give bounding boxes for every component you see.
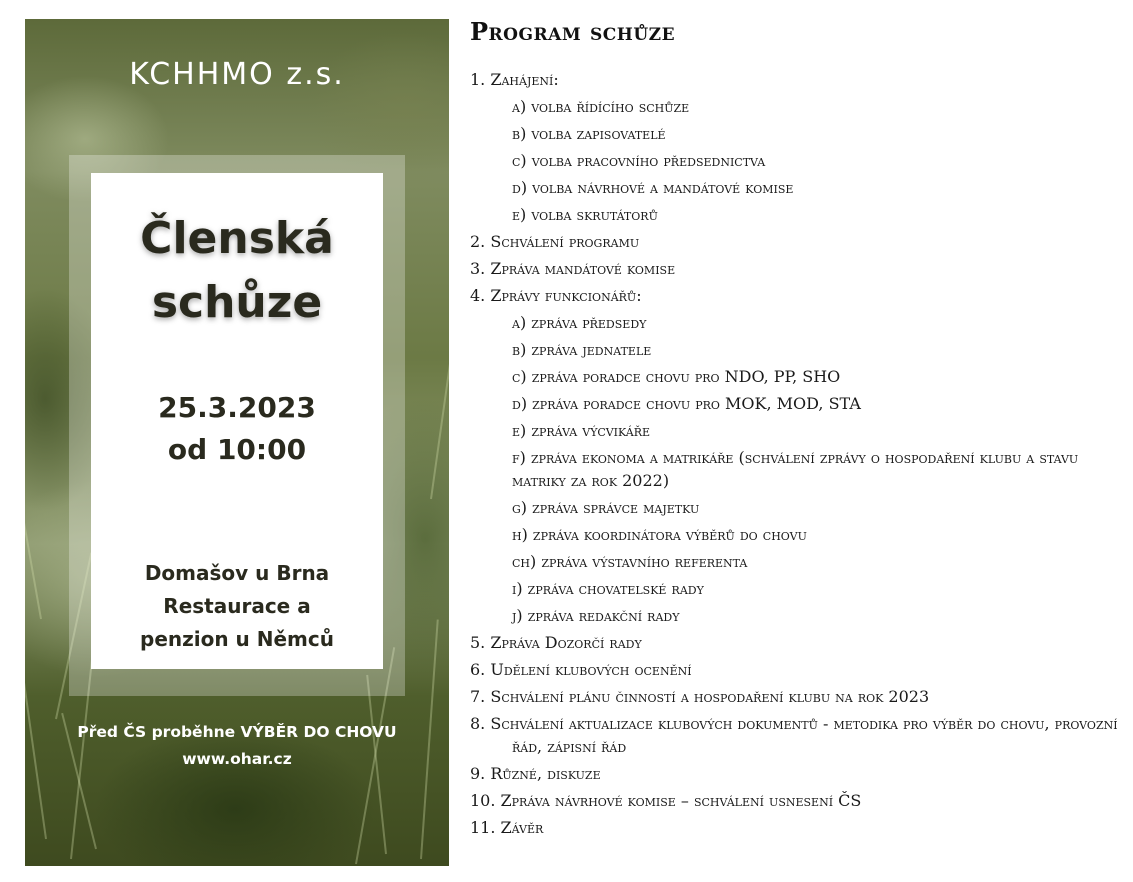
agenda-subitem: j) zpráva redakční rady (512, 606, 680, 625)
poster-time: od 10:00 (167, 433, 307, 466)
agenda-item: 9. Různé, diskuze (470, 764, 601, 783)
poster-place-line2: Restaurace a (163, 594, 311, 618)
poster-note-line1: Před ČS proběhne VÝBĚR DO CHOVU (77, 723, 397, 741)
agenda-item: 5. Zpráva Dozorčí rady (470, 633, 642, 652)
poster-title-line1: Členská (140, 213, 334, 264)
agenda-subitem: d) volba návrhové a mandátové komise (512, 178, 794, 197)
poster-note (25, 719, 449, 773)
agenda-item: 3. Zpráva mandátové komise (470, 259, 676, 278)
poster-place-line1: Domašov u Brna (144, 561, 330, 585)
agenda-list (470, 68, 1120, 839)
poster-website: www.ohar.cz (182, 750, 292, 768)
agenda-subitem: e) volba skrutátorů (512, 205, 658, 224)
poster-title-line2: schůze (151, 277, 323, 328)
poster-image (25, 19, 449, 866)
poster-org-name: KCHHMO z.s. (129, 57, 345, 92)
agenda-subitem: f) zpráva ekonoma a matrikáře (schválení zprávy o hospodaření klubu a stavu matriky za rok 2022) (512, 448, 1079, 490)
agenda-subitem: e) zpráva výcvikáře (512, 421, 651, 440)
agenda-subitem: g) zpráva správce majetku (512, 498, 700, 517)
poster-place-line3: penzion u Němců (140, 627, 334, 651)
agenda-subitem: c) volba pracovního předsednictva (512, 151, 766, 170)
agenda-item: 8. Schválení aktualizace klubových dokumentů - metodika pro výběr do chovu, provozní řád, zápisní řád (470, 714, 1118, 756)
agenda-subitem: c) zpráva poradce chovu pro NDO, PP, SHO (512, 367, 841, 386)
agenda-subitem: i) zpráva chovatelské rady (512, 579, 704, 598)
poster-title (91, 207, 383, 335)
agenda-subitem: b) zpráva jednatele (512, 340, 652, 359)
grass-blade (430, 350, 449, 499)
agenda-subitem: b) volba zapisovatelé (512, 124, 666, 143)
agenda-subitem: h) zpráva koordinátora výběrů do chovu (512, 525, 807, 544)
agenda-item: 7. Schválení plánu činností a hospodaření klubu na rok 2023 (470, 687, 930, 706)
agenda-item: 11. Závěr (470, 818, 544, 837)
agenda-item: 4. Zprávy funkcionářů: (470, 286, 642, 305)
agenda-item: 1. Zahájení: (470, 70, 559, 89)
poster-date: 25.3.2023 (158, 391, 316, 424)
agenda (470, 14, 1120, 843)
poster-place (91, 557, 383, 656)
agenda-item: 2. Schválení programu (470, 232, 640, 251)
agenda-subitem: a) volba řídícího schůze (512, 97, 690, 116)
poster-datetime (91, 387, 383, 471)
agenda-subitem: ch) zpráva výstavního referenta (512, 552, 748, 571)
agenda-subitem: d) zpráva poradce chovu pro MOK, MOD, STA (512, 394, 861, 413)
agenda-item: 10. Zpráva návrhové komise – schválení usnesení ČS (470, 791, 862, 810)
agenda-item: 6. Udělení klubových ocenění (470, 660, 692, 679)
grass-blade (25, 501, 42, 620)
agenda-title: Program schůze (470, 17, 676, 46)
agenda-subitem: a) zpráva předsedy (512, 313, 647, 332)
